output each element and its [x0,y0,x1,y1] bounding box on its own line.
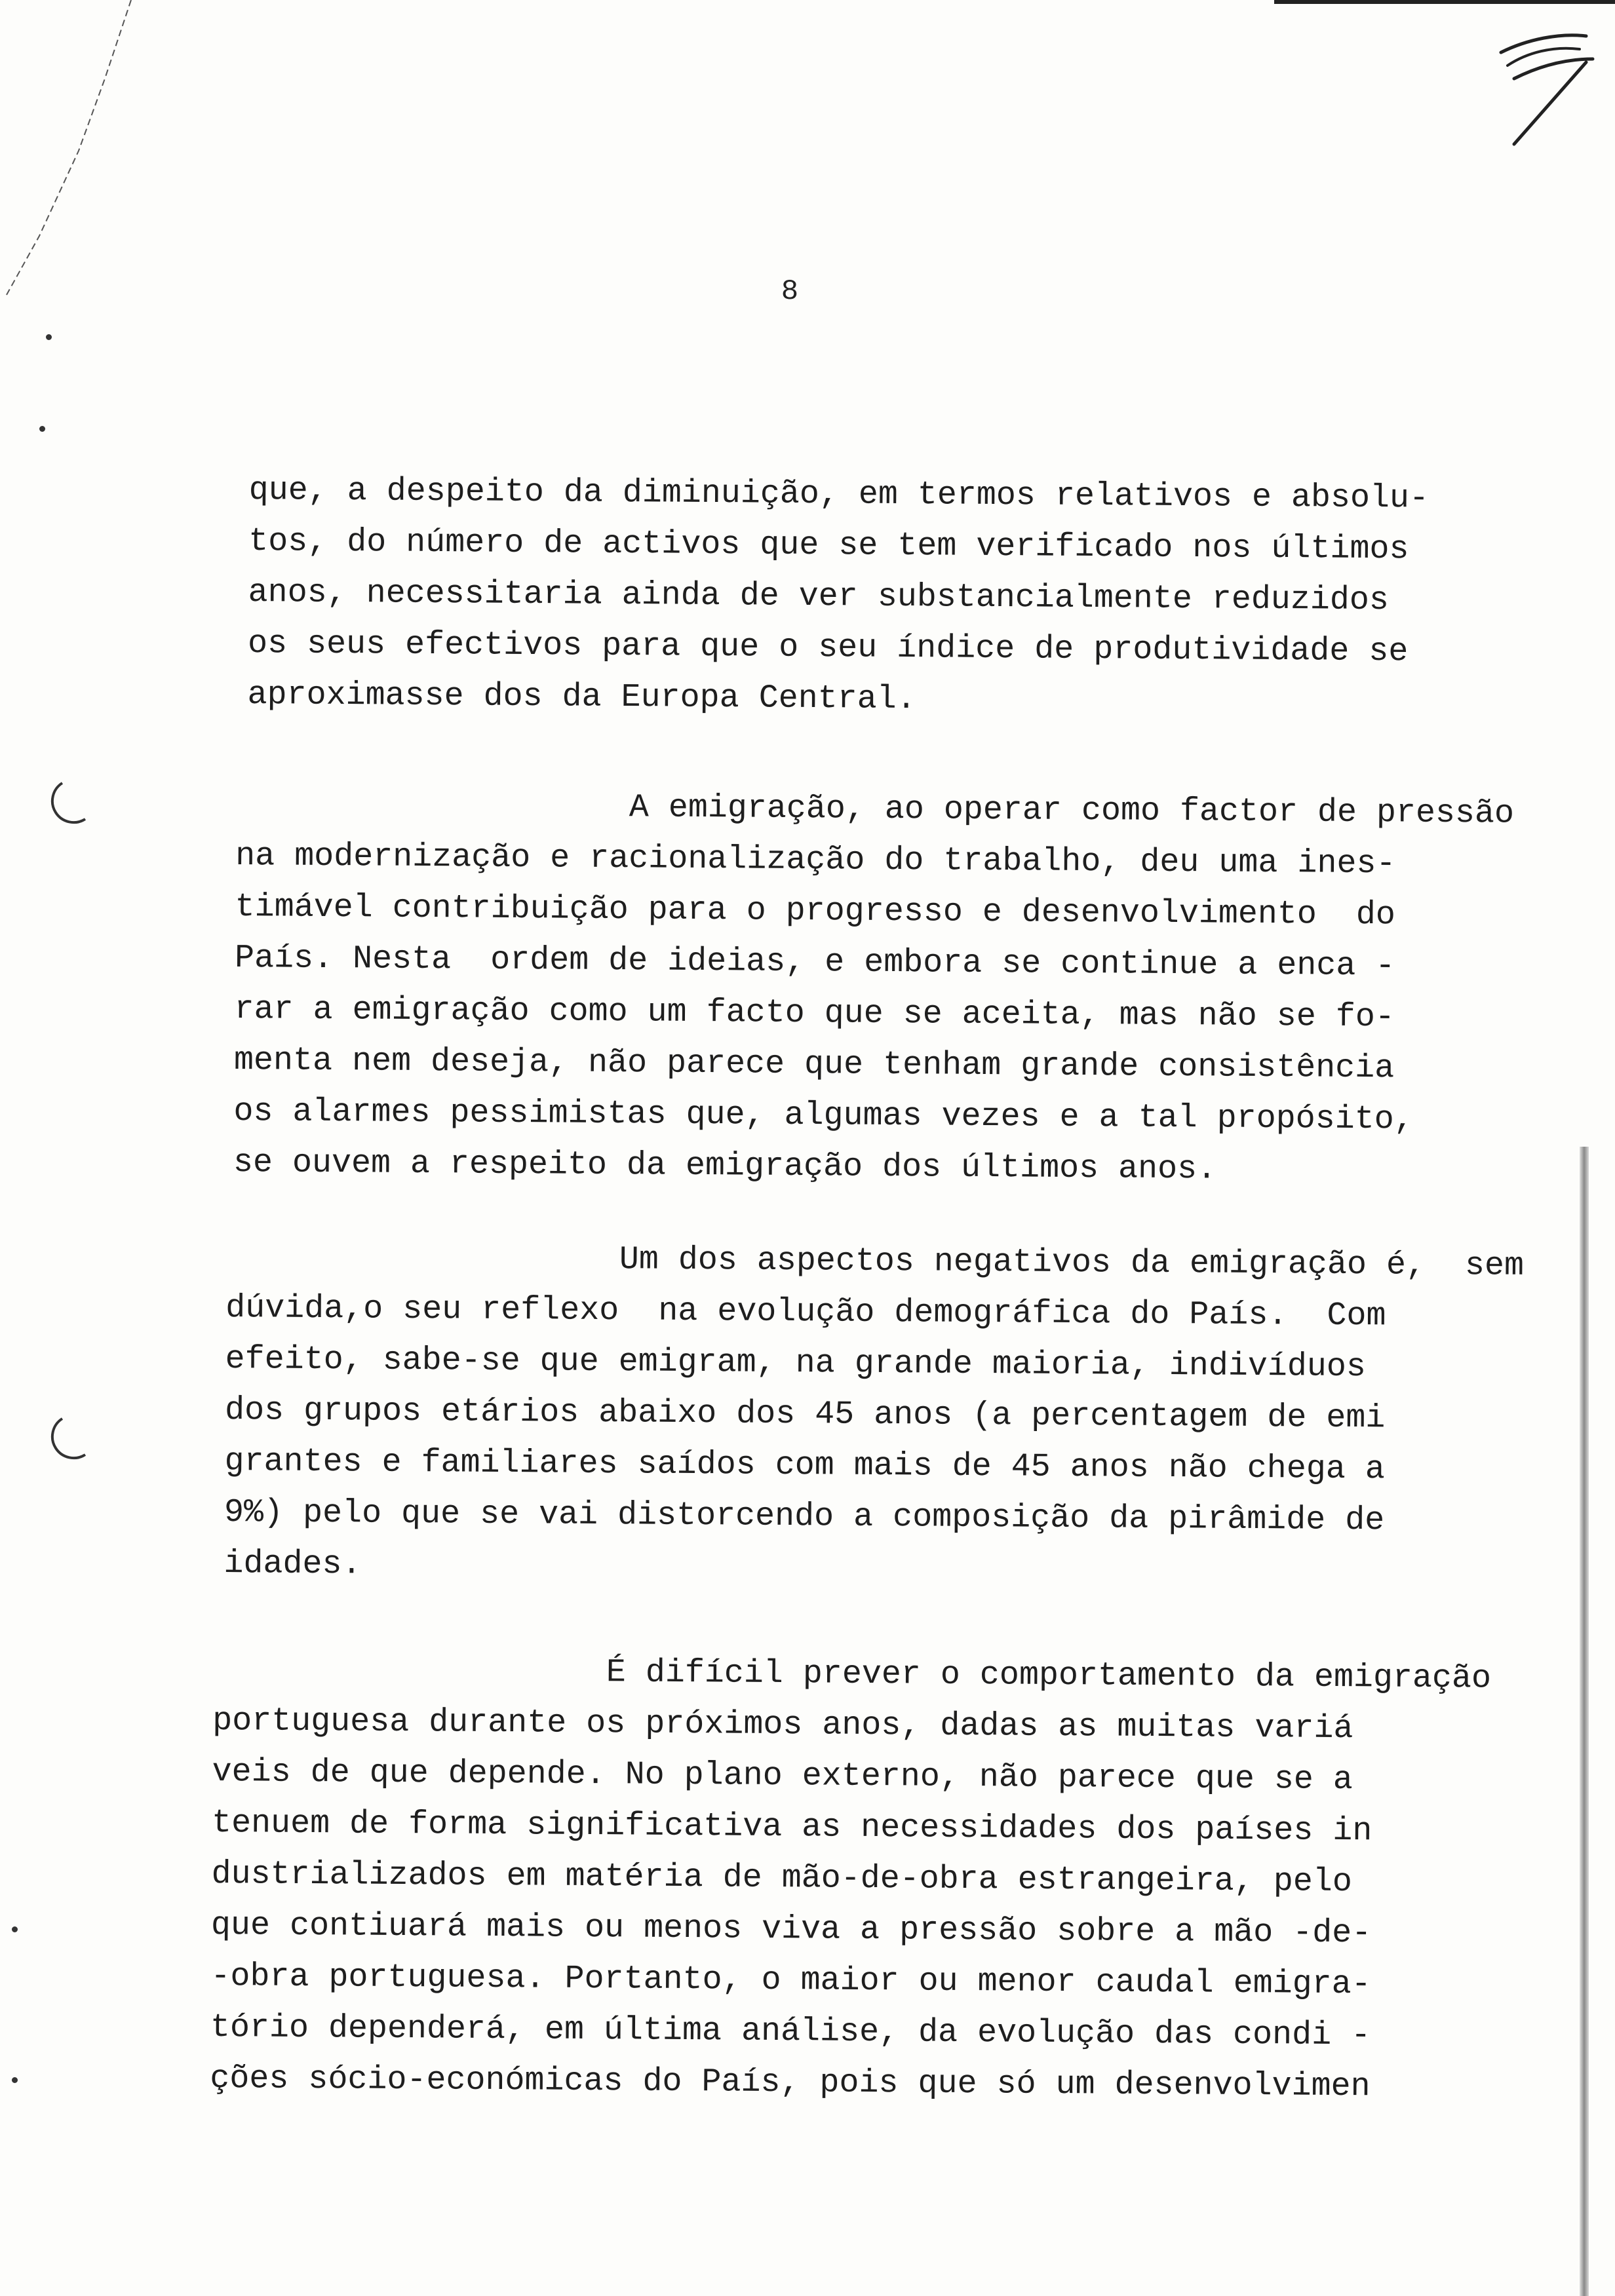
text-line: que, a despeito da diminuição, em termos relativos e absolu- [248,471,1430,518]
text-line: aproximasse dos da Europa Central. [247,676,916,719]
text-line: grantes e familiares saídos com mais de 45 anos não chega a [224,1442,1386,1489]
text-line: se ouvem a respeito da emigração dos últimos anos. [233,1143,1217,1189]
text-line: tos, do número de activos que se tem verificado nos últimos [248,522,1409,569]
margin-pencil-stroke [0,0,144,301]
paragraph-4 [210,1645,1492,2113]
speck [46,334,52,340]
paragraph-1 [247,465,1494,729]
paragraph-2 [233,780,1515,1197]
text-line: Um dos aspectos negativos da emigração é, sem [225,1238,1525,1285]
text-line: idades. [224,1544,362,1584]
text-line: ções sócio-económicas do País, pois que só um desenvolvimen [210,2059,1371,2106]
speck [39,426,45,432]
text-line: dustrializados em matéria de mão-de-obra estrangeira, pelo [211,1855,1353,1902]
paragraph-3 [224,1232,1525,1598]
text-line: dúvida,o seu reflexo na evolução demográfica do País. Com [225,1289,1386,1335]
text-line: País. Nesta ordem de ideias, e embora se continue a enca - [234,939,1395,985]
speck [12,1926,18,1932]
text-line: dos grupos etários abaixo dos 45 anos (a percentagem de emi [224,1391,1386,1438]
right-edge-shadow [1580,1147,1589,2296]
text-line: -obra portuguesa. Portanto, o maior ou menor caudal emigra- [210,1957,1371,2004]
text-line: que contiuará mais ou menos viva a pressão sobre a mão -de- [210,1906,1372,1953]
page-number: 8 [781,275,799,308]
text-line: A emigração, ao operar como factor de pressão [235,786,1515,833]
punch-hole-mark-top [33,773,92,832]
text-line: portuguesa durante os próximos anos, dadas as muitas variá [212,1702,1353,1748]
text-line: na modernização e racionalização do trabalho, deu uma ines- [235,837,1396,883]
text-line: tório dependerá, em última análise, da evolução das condi - [210,2008,1371,2055]
text-line: É difícil prever o comportamento da emigração [212,1651,1492,1698]
text-line: anos, necessitaria ainda de ver substancialmente reduzidos [248,573,1390,620]
text-line: timável contribuição para o progresso e desenvolvimento do [235,888,1396,934]
handwritten-mark [1488,26,1599,151]
text-line: efeito, sabe-se que emigram, na grande maioria, indivíduos [225,1340,1367,1387]
text-line: veis de que depende. No plano externo, não parece que se a [212,1753,1353,1799]
text-line: menta nem deseja, não parece que tenham grande consistência [233,1041,1395,1088]
text-line: 9%) pelo que se vai distorcendo a composição da pirâmide de [224,1493,1385,1540]
punch-hole-mark-bottom [33,1409,92,1468]
text-line: os alarmes pessimistas que, algumas vezes e a tal propósito, [233,1092,1414,1139]
text-line: os seus efectivos para que o seu índice de produtividade se [247,624,1409,671]
speck [12,2077,18,2083]
top-edge-rule [1274,0,1615,4]
text-line: tenuem de forma significativa as necessidades dos países in [211,1804,1372,1850]
text-line: rar a emigração como um facto que se aceita, mas não se fo- [234,990,1395,1037]
